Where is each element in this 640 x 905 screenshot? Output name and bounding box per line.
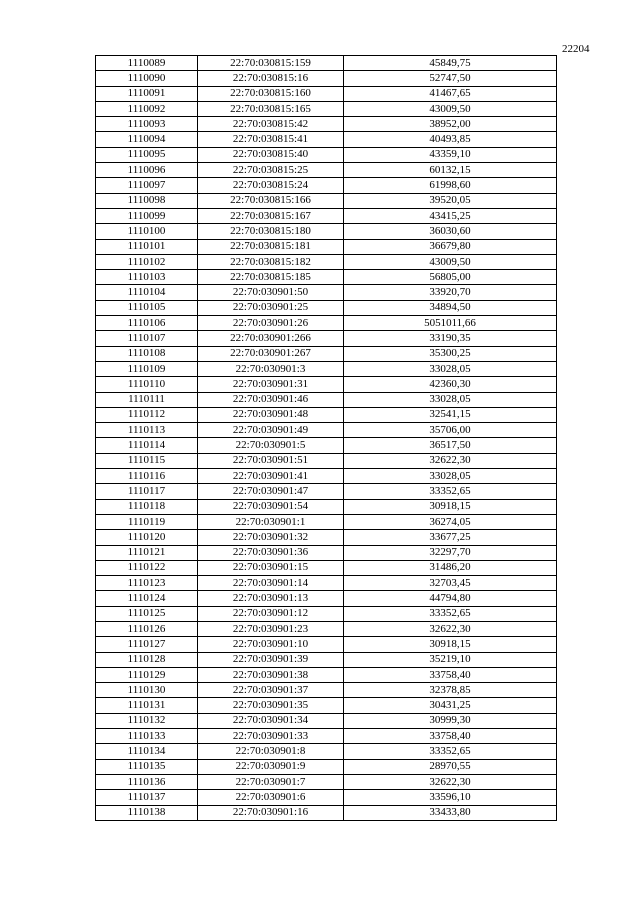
table-row bbox=[96, 484, 557, 499]
table-row bbox=[96, 193, 557, 208]
table-row bbox=[96, 331, 557, 346]
row-number-cell: 1110126 bbox=[96, 621, 198, 636]
cadastral-number-cell: 22:70:030901:38 bbox=[198, 667, 344, 682]
table-row bbox=[96, 652, 557, 667]
row-number-cell: 1110101 bbox=[96, 239, 198, 254]
row-number-cell: 1110089 bbox=[96, 56, 198, 71]
value-cell: 60132,15 bbox=[344, 163, 557, 178]
value-cell: 36030,60 bbox=[344, 224, 557, 239]
row-number-cell: 1110104 bbox=[96, 285, 198, 300]
row-number-cell: 1110093 bbox=[96, 117, 198, 132]
row-number-cell: 1110125 bbox=[96, 606, 198, 621]
value-cell: 30918,15 bbox=[344, 637, 557, 652]
cadastral-number-cell: 22:70:030901:6 bbox=[198, 790, 344, 805]
table-row bbox=[96, 71, 557, 86]
value-cell: 43009,50 bbox=[344, 254, 557, 269]
value-cell: 36517,50 bbox=[344, 438, 557, 453]
row-number-cell: 1110124 bbox=[96, 591, 198, 606]
cadastral-number-cell: 22:70:030901:8 bbox=[198, 744, 344, 759]
row-number-cell: 1110131 bbox=[96, 698, 198, 713]
cadastral-number-cell: 22:70:030815:160 bbox=[198, 86, 344, 101]
value-cell: 45849,75 bbox=[344, 56, 557, 71]
cadastral-number-cell: 22:70:030815:180 bbox=[198, 224, 344, 239]
value-cell: 30431,25 bbox=[344, 698, 557, 713]
cadastral-value-table bbox=[95, 55, 557, 821]
value-cell: 32541,15 bbox=[344, 407, 557, 422]
cadastral-number-cell: 22:70:030901:34 bbox=[198, 713, 344, 728]
cadastral-number-cell: 22:70:030901:47 bbox=[198, 484, 344, 499]
table-row bbox=[96, 667, 557, 682]
cadastral-number-cell: 22:70:030901:32 bbox=[198, 530, 344, 545]
table-row bbox=[96, 56, 557, 71]
table-row bbox=[96, 178, 557, 193]
cadastral-number-cell: 22:70:030901:36 bbox=[198, 545, 344, 560]
table-row bbox=[96, 606, 557, 621]
table-row bbox=[96, 637, 557, 652]
value-cell: 33352,65 bbox=[344, 484, 557, 499]
row-number-cell: 1110119 bbox=[96, 514, 198, 529]
value-cell: 33352,65 bbox=[344, 606, 557, 621]
table-row bbox=[96, 392, 557, 407]
table-row bbox=[96, 224, 557, 239]
cadastral-number-cell: 22:70:030815:42 bbox=[198, 117, 344, 132]
cadastral-number-cell: 22:70:030901:26 bbox=[198, 316, 344, 331]
table-row bbox=[96, 698, 557, 713]
value-cell: 28970,55 bbox=[344, 759, 557, 774]
table-row bbox=[96, 453, 557, 468]
cadastral-number-cell: 22:70:030901:54 bbox=[198, 499, 344, 514]
cadastral-number-cell: 22:70:030901:50 bbox=[198, 285, 344, 300]
cadastral-number-cell: 22:70:030901:48 bbox=[198, 407, 344, 422]
table-row bbox=[96, 101, 557, 116]
cadastral-number-cell: 22:70:030815:41 bbox=[198, 132, 344, 147]
cadastral-number-cell: 22:70:030815:181 bbox=[198, 239, 344, 254]
cadastral-number-cell: 22:70:030901:25 bbox=[198, 300, 344, 315]
row-number-cell: 1110128 bbox=[96, 652, 198, 667]
cadastral-number-cell: 22:70:030901:41 bbox=[198, 469, 344, 484]
value-cell: 33028,05 bbox=[344, 469, 557, 484]
value-cell: 30918,15 bbox=[344, 499, 557, 514]
row-number-cell: 1110123 bbox=[96, 576, 198, 591]
value-cell: 39520,05 bbox=[344, 193, 557, 208]
row-number-cell: 1110132 bbox=[96, 713, 198, 728]
value-cell: 44794,80 bbox=[344, 591, 557, 606]
table-row bbox=[96, 423, 557, 438]
value-cell: 35300,25 bbox=[344, 346, 557, 361]
value-cell: 33677,25 bbox=[344, 530, 557, 545]
cadastral-number-cell: 22:70:030901:31 bbox=[198, 377, 344, 392]
row-number-cell: 1110121 bbox=[96, 545, 198, 560]
cadastral-number-cell: 22:70:030901:39 bbox=[198, 652, 344, 667]
table-row bbox=[96, 361, 557, 376]
cadastral-number-cell: 22:70:030901:12 bbox=[198, 606, 344, 621]
value-cell: 32622,30 bbox=[344, 453, 557, 468]
table-row bbox=[96, 254, 557, 269]
row-number-cell: 1110117 bbox=[96, 484, 198, 499]
table-row bbox=[96, 774, 557, 789]
cadastral-number-cell: 22:70:030901:33 bbox=[198, 729, 344, 744]
row-number-cell: 1110092 bbox=[96, 101, 198, 116]
cadastral-number-cell: 22:70:030815:167 bbox=[198, 208, 344, 223]
value-cell: 35219,10 bbox=[344, 652, 557, 667]
row-number-cell: 1110095 bbox=[96, 147, 198, 162]
cadastral-number-cell: 22:70:030815:40 bbox=[198, 147, 344, 162]
cadastral-number-cell: 22:70:030901:266 bbox=[198, 331, 344, 346]
row-number-cell: 1110103 bbox=[96, 270, 198, 285]
cadastral-number-cell: 22:70:030815:25 bbox=[198, 163, 344, 178]
row-number-cell: 1110107 bbox=[96, 331, 198, 346]
value-cell: 61998,60 bbox=[344, 178, 557, 193]
table-row bbox=[96, 591, 557, 606]
table-body bbox=[96, 56, 557, 821]
value-cell: 31486,20 bbox=[344, 560, 557, 575]
row-number-cell: 1110118 bbox=[96, 499, 198, 514]
row-number-cell: 1110094 bbox=[96, 132, 198, 147]
value-cell: 32378,85 bbox=[344, 683, 557, 698]
value-cell: 42360,30 bbox=[344, 377, 557, 392]
value-cell: 40493,85 bbox=[344, 132, 557, 147]
table-row bbox=[96, 86, 557, 101]
row-number-cell: 1110110 bbox=[96, 377, 198, 392]
row-number-cell: 1110105 bbox=[96, 300, 198, 315]
table-row bbox=[96, 576, 557, 591]
table-row bbox=[96, 469, 557, 484]
value-cell: 43359,10 bbox=[344, 147, 557, 162]
row-number-cell: 1110130 bbox=[96, 683, 198, 698]
table-row bbox=[96, 407, 557, 422]
table-row bbox=[96, 713, 557, 728]
value-cell: 33758,40 bbox=[344, 667, 557, 682]
row-number-cell: 1110114 bbox=[96, 438, 198, 453]
table-row bbox=[96, 545, 557, 560]
table-row bbox=[96, 759, 557, 774]
row-number-cell: 1110102 bbox=[96, 254, 198, 269]
row-number-cell: 1110090 bbox=[96, 71, 198, 86]
cadastral-number-cell: 22:70:030901:9 bbox=[198, 759, 344, 774]
row-number-cell: 1110106 bbox=[96, 316, 198, 331]
table-row bbox=[96, 132, 557, 147]
row-number-cell: 1110097 bbox=[96, 178, 198, 193]
value-cell: 34894,50 bbox=[344, 300, 557, 315]
row-number-cell: 1110133 bbox=[96, 729, 198, 744]
cadastral-number-cell: 22:70:030815:159 bbox=[198, 56, 344, 71]
cadastral-number-cell: 22:70:030901:14 bbox=[198, 576, 344, 591]
table-row bbox=[96, 285, 557, 300]
row-number-cell: 1110091 bbox=[96, 86, 198, 101]
value-cell: 43009,50 bbox=[344, 101, 557, 116]
cadastral-number-cell: 22:70:030901:51 bbox=[198, 453, 344, 468]
table-row bbox=[96, 377, 557, 392]
table-row bbox=[96, 621, 557, 636]
row-number-cell: 1110098 bbox=[96, 193, 198, 208]
cadastral-number-cell: 22:70:030901:10 bbox=[198, 637, 344, 652]
value-cell: 36679,80 bbox=[344, 239, 557, 254]
table-row bbox=[96, 744, 557, 759]
table-row bbox=[96, 729, 557, 744]
cadastral-number-cell: 22:70:030901:13 bbox=[198, 591, 344, 606]
value-cell: 33028,05 bbox=[344, 392, 557, 407]
cadastral-number-cell: 22:70:030901:5 bbox=[198, 438, 344, 453]
value-cell: 35706,00 bbox=[344, 423, 557, 438]
row-number-cell: 1110135 bbox=[96, 759, 198, 774]
value-cell: 32703,45 bbox=[344, 576, 557, 591]
table-row bbox=[96, 530, 557, 545]
cadastral-number-cell: 22:70:030901:37 bbox=[198, 683, 344, 698]
value-cell: 52747,50 bbox=[344, 71, 557, 86]
table-row bbox=[96, 438, 557, 453]
value-cell: 36274,05 bbox=[344, 514, 557, 529]
cadastral-number-cell: 22:70:030815:185 bbox=[198, 270, 344, 285]
table-row bbox=[96, 300, 557, 315]
value-cell: 5051011,66 bbox=[344, 316, 557, 331]
table-row bbox=[96, 683, 557, 698]
cadastral-number-cell: 22:70:030901:267 bbox=[198, 346, 344, 361]
table-row bbox=[96, 499, 557, 514]
row-number-cell: 1110111 bbox=[96, 392, 198, 407]
table-row bbox=[96, 560, 557, 575]
row-number-cell: 1110138 bbox=[96, 805, 198, 820]
value-cell: 33352,65 bbox=[344, 744, 557, 759]
cadastral-number-cell: 22:70:030901:35 bbox=[198, 698, 344, 713]
value-cell: 33190,35 bbox=[344, 331, 557, 346]
value-cell: 30999,30 bbox=[344, 713, 557, 728]
value-cell: 33758,40 bbox=[344, 729, 557, 744]
cadastral-number-cell: 22:70:030901:1 bbox=[198, 514, 344, 529]
value-cell: 56805,00 bbox=[344, 270, 557, 285]
row-number-cell: 1110127 bbox=[96, 637, 198, 652]
table-row bbox=[96, 117, 557, 132]
table-row bbox=[96, 805, 557, 820]
cadastral-number-cell: 22:70:030901:16 bbox=[198, 805, 344, 820]
row-number-cell: 1110096 bbox=[96, 163, 198, 178]
cadastral-number-cell: 22:70:030901:49 bbox=[198, 423, 344, 438]
row-number-cell: 1110109 bbox=[96, 361, 198, 376]
table-row bbox=[96, 790, 557, 805]
table-row bbox=[96, 316, 557, 331]
row-number-cell: 1110129 bbox=[96, 667, 198, 682]
value-cell: 43415,25 bbox=[344, 208, 557, 223]
row-number-cell: 1110137 bbox=[96, 790, 198, 805]
row-number-cell: 1110112 bbox=[96, 407, 198, 422]
value-cell: 32297,70 bbox=[344, 545, 557, 560]
value-cell: 33433,80 bbox=[344, 805, 557, 820]
value-cell: 33028,05 bbox=[344, 361, 557, 376]
table-row bbox=[96, 346, 557, 361]
row-number-cell: 1110113 bbox=[96, 423, 198, 438]
cadastral-number-cell: 22:70:030901:46 bbox=[198, 392, 344, 407]
row-number-cell: 1110099 bbox=[96, 208, 198, 223]
row-number-cell: 1110120 bbox=[96, 530, 198, 545]
value-cell: 33596,10 bbox=[344, 790, 557, 805]
row-number-cell: 1110115 bbox=[96, 453, 198, 468]
cadastral-number-cell: 22:70:030815:24 bbox=[198, 178, 344, 193]
cadastral-number-cell: 22:70:030901:3 bbox=[198, 361, 344, 376]
table-row bbox=[96, 239, 557, 254]
table-row bbox=[96, 514, 557, 529]
table-row bbox=[96, 270, 557, 285]
row-number-cell: 1110116 bbox=[96, 469, 198, 484]
value-cell: 32622,30 bbox=[344, 774, 557, 789]
row-number-cell: 1110122 bbox=[96, 560, 198, 575]
cadastral-number-cell: 22:70:030815:165 bbox=[198, 101, 344, 116]
row-number-cell: 1110136 bbox=[96, 774, 198, 789]
cadastral-number-cell: 22:70:030815:16 bbox=[198, 71, 344, 86]
row-number-cell: 1110134 bbox=[96, 744, 198, 759]
value-cell: 33920,70 bbox=[344, 285, 557, 300]
table-row bbox=[96, 208, 557, 223]
page-number: 22204 bbox=[562, 43, 590, 55]
row-number-cell: 1110100 bbox=[96, 224, 198, 239]
value-cell: 32622,30 bbox=[344, 621, 557, 636]
cadastral-number-cell: 22:70:030901:7 bbox=[198, 774, 344, 789]
cadastral-number-cell: 22:70:030901:23 bbox=[198, 621, 344, 636]
cadastral-number-cell: 22:70:030815:182 bbox=[198, 254, 344, 269]
value-cell: 38952,00 bbox=[344, 117, 557, 132]
table-row bbox=[96, 147, 557, 162]
row-number-cell: 1110108 bbox=[96, 346, 198, 361]
cadastral-number-cell: 22:70:030901:15 bbox=[198, 560, 344, 575]
table-row bbox=[96, 163, 557, 178]
cadastral-number-cell: 22:70:030815:166 bbox=[198, 193, 344, 208]
value-cell: 41467,65 bbox=[344, 86, 557, 101]
